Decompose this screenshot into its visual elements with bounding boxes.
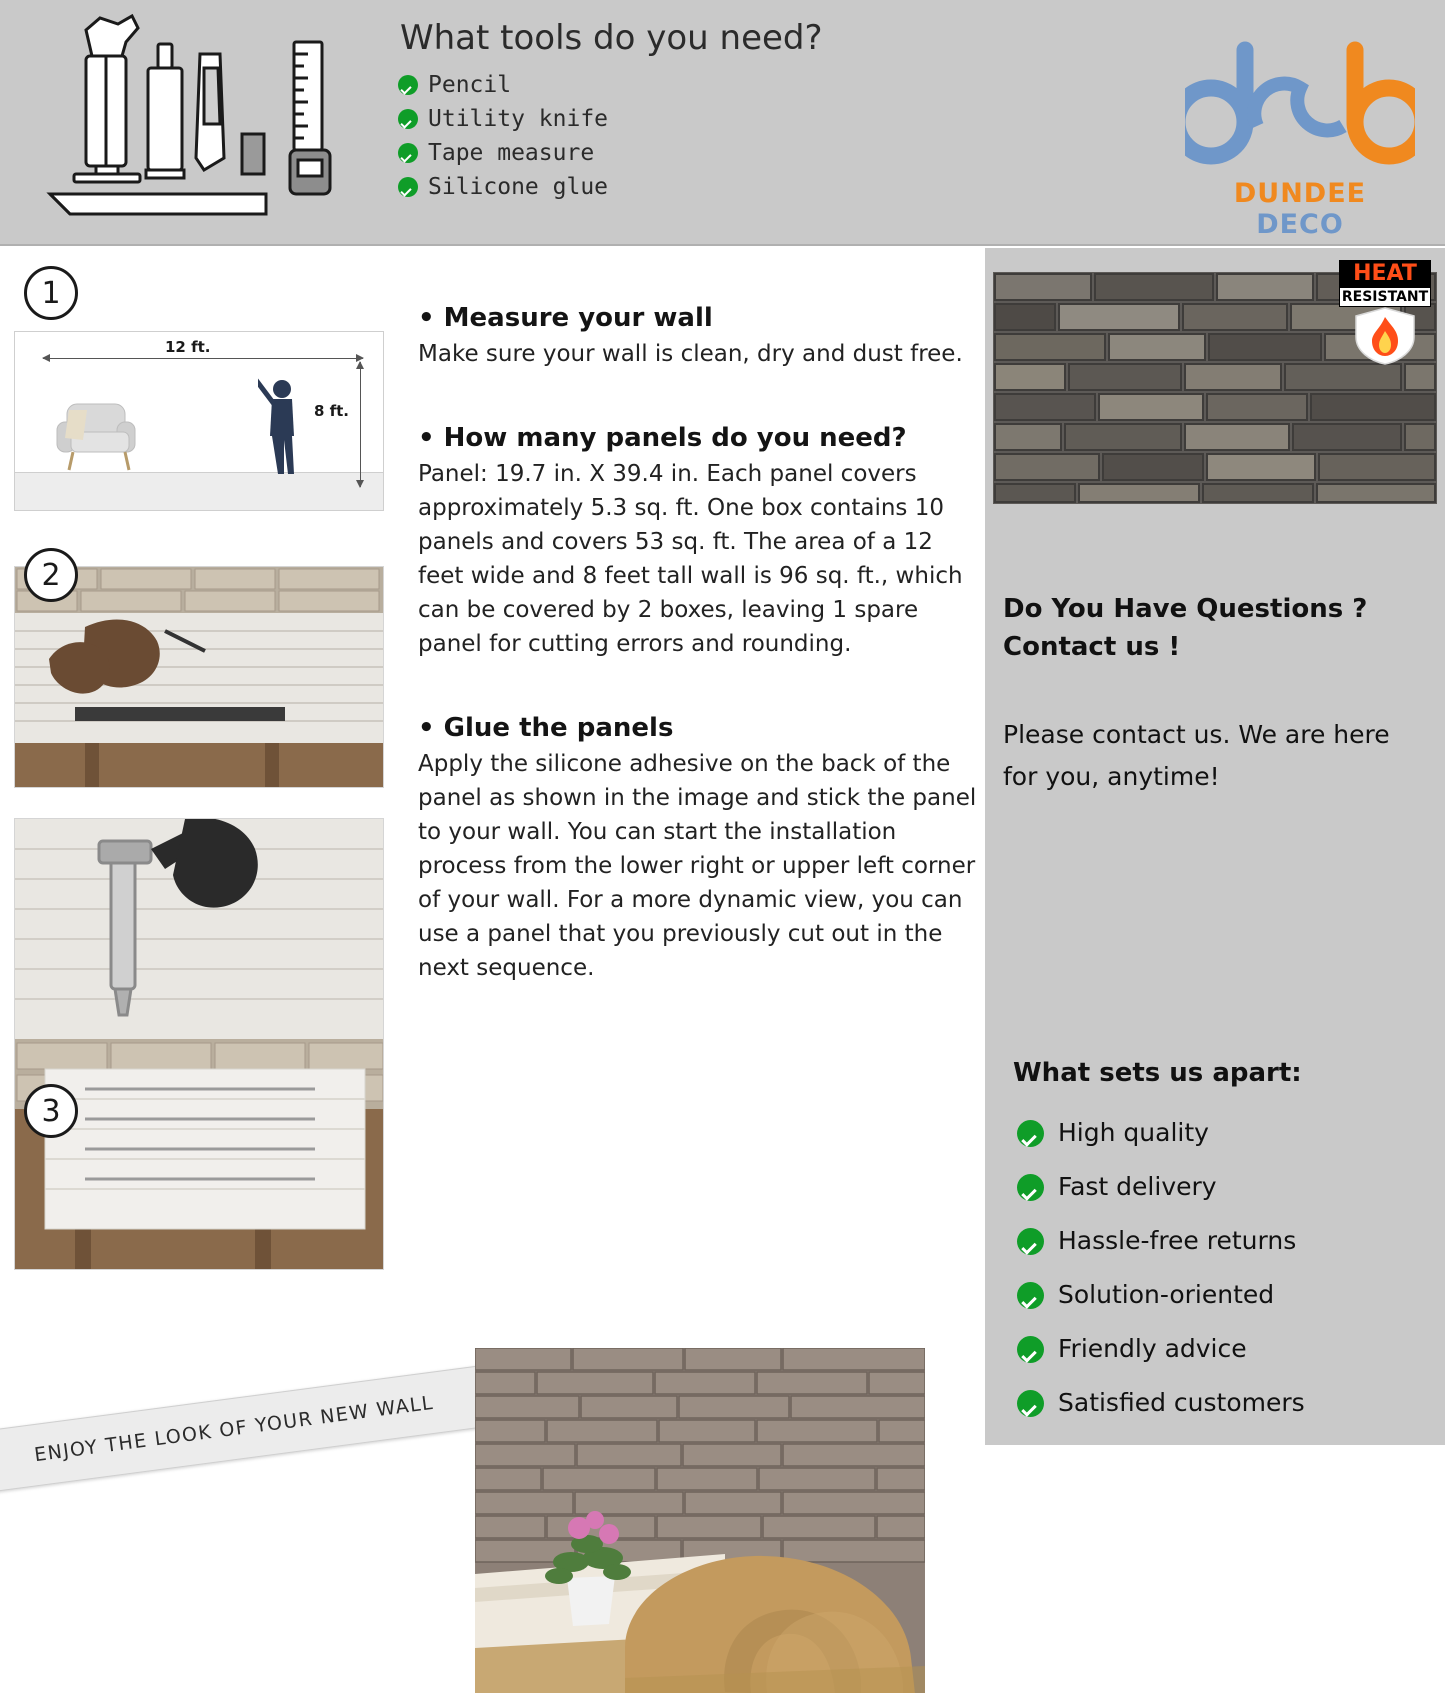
apart-item-label: Satisfied customers <box>1058 1388 1305 1417</box>
check-icon <box>1017 1120 1044 1147</box>
room-measure-illustration <box>14 331 384 511</box>
check-icon <box>1017 1390 1044 1417</box>
apart-item-label: Fast delivery <box>1058 1172 1217 1201</box>
check-icon <box>398 143 418 163</box>
instruction-body: Panel: 19.7 in. X 39.4 in. Each panel covers approximately 5.3 sq. ft. One box contains 10 panels and covers 53 sq. ft. The area of a 12 feet wide and 8 feet tall wall is 96 sq. ft., which can be covered by 2 boxes, leaving 1 spare panel for cutting errors and rounding. <box>418 461 963 657</box>
tools-list <box>398 68 608 204</box>
list-item <box>1017 1160 1305 1214</box>
apart-item-label: Hassle-free returns <box>1058 1226 1297 1255</box>
check-icon <box>398 177 418 197</box>
height-dimension-line <box>360 362 361 487</box>
brand-name <box>1185 178 1415 240</box>
instructions-column <box>0 248 985 1467</box>
list-item <box>1017 1214 1305 1268</box>
tool-label: Silicone glue <box>428 174 609 200</box>
header-banner <box>0 0 1445 246</box>
check-icon <box>1017 1282 1044 1309</box>
brand-name-part2: DECO <box>1256 209 1344 240</box>
step-badge-2 <box>24 548 78 602</box>
instruction-body: Make sure your wall is clean, dry and dust free. <box>418 341 963 367</box>
flame-shield-icon <box>1354 307 1416 365</box>
questions-heading-line1: Do You Have Questions ? <box>1003 594 1368 624</box>
check-icon <box>1017 1174 1044 1201</box>
instruction-block-1 <box>418 303 978 371</box>
width-label: 12 ft. <box>165 338 211 356</box>
instruction-body: Apply the silicone adhesive on the back of the panel as shown in the image and stick the panel to your wall. You can start the installation process from the lower right or upper left corner of your wall. For a more dynamic view, you can use a panel that you previously cut out in the next sequence. <box>418 751 977 981</box>
contact-column <box>985 248 1445 1445</box>
list-item <box>398 102 608 136</box>
heat-badge-line2: RESISTANT <box>1339 288 1431 307</box>
floor <box>15 472 383 510</box>
apart-list <box>1017 1106 1305 1430</box>
list-item <box>1017 1322 1305 1376</box>
gluing-panel-photo <box>14 818 384 1270</box>
step-number: 2 <box>41 557 61 593</box>
apart-heading: What sets us apart: <box>1013 1058 1302 1088</box>
tool-label: Utility knife <box>428 106 609 132</box>
cutting-panel-photo <box>14 566 384 788</box>
width-dimension-line <box>43 358 363 359</box>
ribbon-text: ENJOY THE LOOK OF YOUR NEW WALL <box>32 1391 436 1467</box>
check-icon <box>1017 1228 1044 1255</box>
questions-heading <box>1003 590 1433 666</box>
height-label: 8 ft. <box>313 402 349 420</box>
apart-item-label: High quality <box>1058 1118 1209 1147</box>
instruction-heading: • Glue the panels <box>418 713 674 743</box>
check-icon <box>398 75 418 95</box>
page-title: What tools do you need? <box>400 18 823 58</box>
armchair-icon <box>53 388 153 474</box>
tools-illustration <box>14 8 374 228</box>
instruction-block-3 <box>418 713 978 985</box>
styled-room-photo <box>475 1348 925 1693</box>
list-item <box>398 170 608 204</box>
step-badge-3 <box>24 1084 78 1138</box>
heat-resistant-badge <box>1339 260 1431 365</box>
ribbon-banner <box>0 1366 486 1493</box>
instruction-heading: • How many panels do you need? <box>418 423 907 453</box>
brand-logo <box>1185 30 1415 240</box>
person-icon <box>258 378 304 474</box>
list-item <box>1017 1376 1305 1430</box>
apart-item-label: Solution-oriented <box>1058 1280 1275 1309</box>
step-number: 3 <box>41 1093 61 1129</box>
tool-label: Tape measure <box>428 140 595 166</box>
instruction-texts <box>418 303 978 1013</box>
instruction-block-2 <box>418 423 978 661</box>
check-icon <box>398 109 418 129</box>
step-number: 1 <box>41 275 61 311</box>
check-icon <box>1017 1336 1044 1363</box>
list-item <box>398 136 608 170</box>
heat-badge-line1: HEAT <box>1339 260 1431 288</box>
questions-body: Please contact us. We are here for you, anytime! <box>1003 720 1390 791</box>
instruction-heading: • Measure your wall <box>418 303 713 333</box>
list-item <box>1017 1268 1305 1322</box>
step-badge-1 <box>24 266 78 320</box>
brand-name-part1: DUNDEE <box>1233 178 1367 209</box>
list-item <box>1017 1106 1305 1160</box>
questions-heading-line2: Contact us ! <box>1003 632 1181 662</box>
dd-monogram-logo-icon <box>1185 30 1415 170</box>
apart-item-label: Friendly advice <box>1058 1334 1247 1363</box>
list-item <box>398 68 608 102</box>
tool-label: Pencil <box>428 72 512 98</box>
